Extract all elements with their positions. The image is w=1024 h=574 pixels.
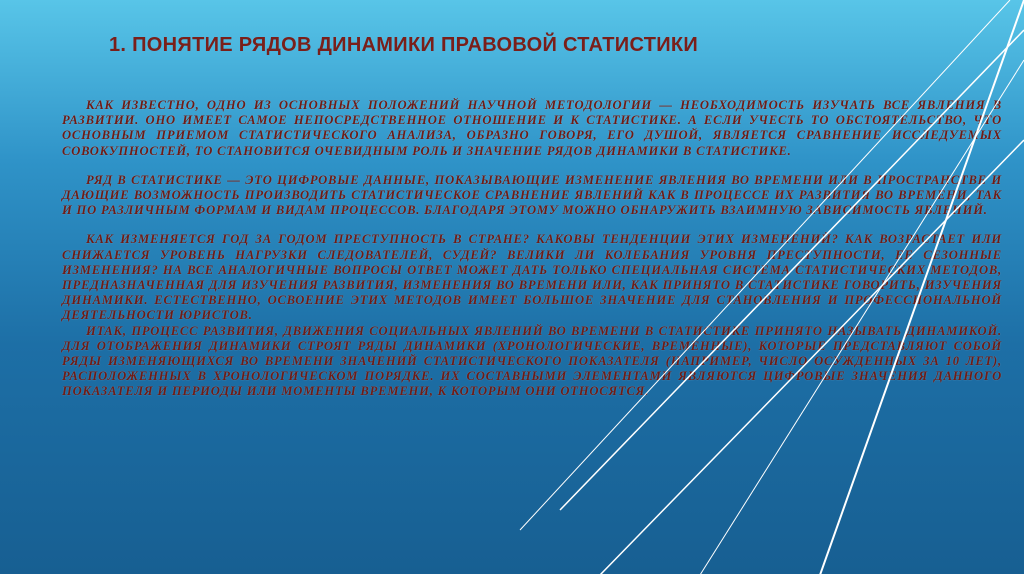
- slide-title: 1. ПОНЯТИЕ РЯДОВ ДИНАМИКИ ПРАВОВОЙ СТАТИСТИКИ: [109, 34, 699, 56]
- paragraph-4: ИТАК, ПРОЦЕСС РАЗВИТИЯ, ДВИЖЕНИЯ СОЦИАЛЬНЫХ ЯВЛЕНИЙ ВО ВРЕМЕНИ В СТАТИСТИКЕ ПРИНЯТО НАЗЫВАТЬ ДИНАМИКОЙ. ДЛЯ ОТОБРАЖЕНИЯ ДИНАМИКИ СТРОЯТ РЯДЫ ДИНАМИКИ (ХРОНОЛОГИЧЕСКИЕ, ВРЕМЕННЫЕ), КОТОРЫЕ ПРЕДСТАВЛЯЮТ СОБОЙ РЯДЫ ИЗМЕНЯЮЩИХСЯ ВО ВРЕМЕНИ ЗНАЧЕНИЙ СТАТИСТИЧЕСКОГО ПОКАЗАТЕЛЯ (НАПРИМЕР, ЧИСЛО ОСУЖДЕННЫХ ЗА 10 ЛЕТ), РАСПОЛОЖЕННЫХ В ХРОНОЛОГИЧЕСКОМ ПОРЯДКЕ. ИХ СОСТАВНЫМИ ЭЛЕМЕНТАМИ ЯВЛЯЮТСЯ ЦИФРОВЫЕ ЗНАЧЕНИЯ ДАННОГО ПОКАЗАТЕЛЯ И ПЕРИОДЫ ИЛИ МОМЕНТЫ ВРЕМЕНИ, К КОТОРЫМ ОНИ ОТНОСЯТСЯ.: [62, 323, 1002, 399]
- slide-body: [62, 98, 1002, 400]
- paragraph-3: КАК ИЗМЕНЯЕТСЯ ГОД ЗА ГОДОМ ПРЕСТУПНОСТЬ В СТРАНЕ? КАКОВЫ ТЕНДЕНЦИИ ЭТИХ ИЗМЕНЕНИЙ? КАК ВОЗРАСТАЕТ ИЛИ СНИЖАЕТСЯ УРОВЕНЬ НАГРУЗКИ СЛЕДОВАТЕЛЕЙ, СУДЕЙ? ВЕЛИКИ ЛИ КОЛЕБАНИЯ УРОВНЯ ПРЕСТУПНОСТИ, ЕЕ СЕЗОННЫЕ ИЗМЕНЕНИЯ? НА ВСЕ АНАЛОГИЧНЫЕ ВОПРОСЫ ОТВЕТ МОЖЕТ ДАТЬ ТОЛЬКО СПЕЦИАЛЬНАЯ СИСТЕМА СТАТИСТИЧЕСКИХ МЕТОДОВ, ПРЕДНАЗНАЧЕННАЯ ДЛЯ ИЗУЧЕНИЯ РАЗВИТИЯ, ИЗМЕНЕНИЯ ВО ВРЕМЕНИ ИЛИ, КАК ПРИНЯТО В СТАТИСТИКЕ ГОВОРИТЬ, ИЗУЧЕНИЯ ДИНАМИКИ. ЕСТЕСТВЕННО, ОСВОЕНИЕ ЭТИХ МЕТОДОВ ИМЕЕТ БОЛЬШОЕ ЗНАЧЕНИЕ ДЛЯ СТАНОВЛЕНИЯ И ПРОФЕССИОНАЛЬНОЙ ДЕЯТЕЛЬНОСТИ ЮРИСТОВ.: [62, 232, 1002, 323]
- paragraph-2: РЯД В СТАТИСТИКЕ — ЭТО ЦИФРОВЫЕ ДАННЫЕ, ПОКАЗЫВАЮЩИЕ ИЗМЕНЕНИЕ ЯВЛЕНИЯ ВО ВРЕМЕНИ ИЛИ В ПРОСТРАНСТВЕ И ДАЮЩИЕ ВОЗМОЖНОСТЬ ПРОИЗВОДИТЬ СТАТИСТИЧЕСКОЕ СРАВНЕНИЕ ЯВЛЕНИЙ КАК В ПРОЦЕССЕ ИХ РАЗВИТИЯ ВО ВРЕМЕНИ, ТАК И ПО РАЗЛИЧНЫМ ФОРМАМ И ВИДАМ ПРОЦЕССОВ. БЛАГОДАРЯ ЭТОМУ МОЖНО ОБНАРУЖИТЬ ВЗАИМНУЮ ЗАВИСИМОСТЬ ЯВЛЕНИЙ.: [62, 172, 1002, 218]
- paragraph-1: КАК ИЗВЕСТНО, ОДНО ИЗ ОСНОВНЫХ ПОЛОЖЕНИЙ НАУЧНОЙ МЕТОДОЛОГИИ — НЕОБХОДИМОСТЬ ИЗУЧАТЬ ВСЕ ЯВЛЕНИЯ В РАЗВИТИИ. ОНО ИМЕЕТ САМОЕ НЕПОСРЕДСТВЕННОЕ ОТНОШЕНИЕ И К СТАТИСТИКЕ. А ЕСЛИ УЧЕСТЬ ТО ОБСТОЯТЕЛЬСТВО, ЧТО ОСНОВНЫМ ПРИЕМОМ СТАТИСТИЧЕСКОГО АНАЛИЗА, ОБРАЗНО ГОВОРЯ, ЕГО ДУШОЙ, ЯВЛЯЕТСЯ СРАВНЕНИЕ ИССЛЕДУЕМЫХ СОВОКУПНОСТЕЙ, ТО СТАНОВИТСЯ ОЧЕВИДНЫМ РОЛЬ И ЗНАЧЕНИЕ РЯДОВ ДИНАМИКИ В СТАТИСТИКЕ.: [62, 98, 1002, 158]
